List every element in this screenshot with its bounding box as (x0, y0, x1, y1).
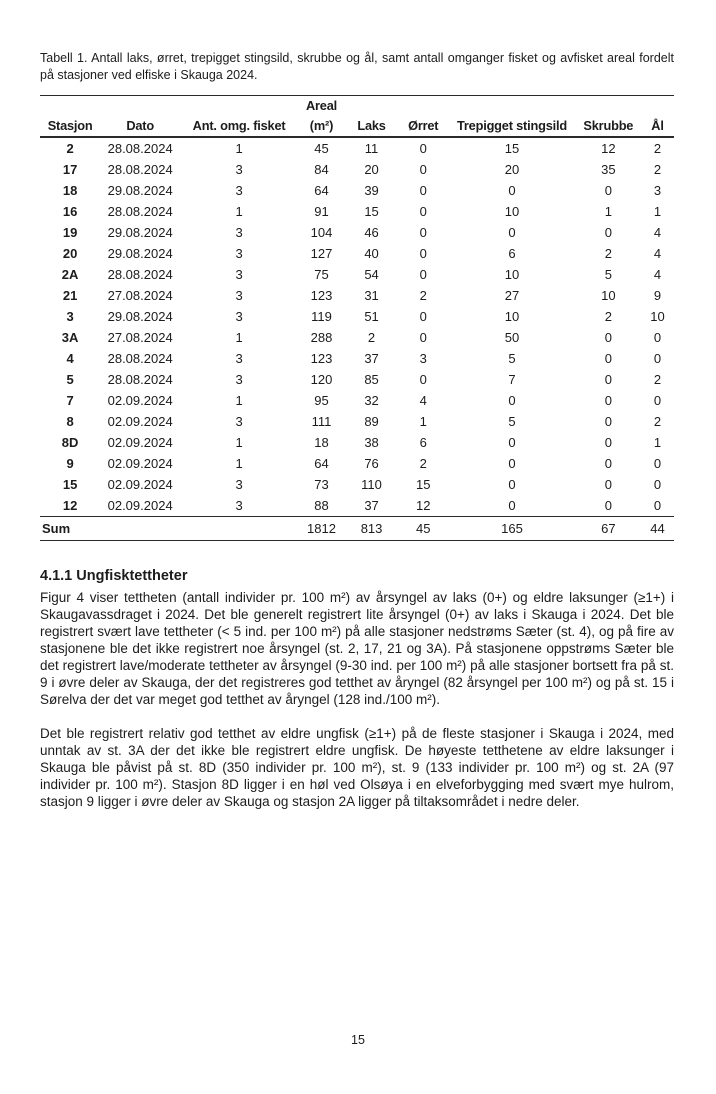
table-row (40, 201, 674, 222)
table-cell: 37 (364, 498, 379, 513)
table-cell: 9 (653, 288, 662, 303)
table-cell: 2 (419, 288, 427, 303)
table-cell: 2 (653, 372, 662, 387)
table-cell: 29.08.2024 (107, 309, 173, 324)
table-cell: 1 (235, 141, 243, 156)
table-cell: 15 (415, 477, 431, 492)
table-cell: 6 (508, 246, 516, 261)
table-cell: 0 (419, 309, 427, 324)
column-header: Ant. omg. fisket (180, 113, 298, 137)
table-cell: 3 (66, 309, 74, 324)
table-cell: 123 (310, 288, 333, 303)
table-cell: 5 (508, 414, 516, 429)
table-row (40, 369, 674, 390)
table-cell: 46 (364, 225, 379, 240)
table-cell: 28.08.2024 (107, 267, 173, 282)
table-cell: 1 (235, 456, 243, 471)
table-cell: 32 (364, 393, 379, 408)
table-cell: 17 (62, 162, 78, 177)
table-row (40, 306, 674, 327)
table-cell: 27 (504, 288, 520, 303)
table-cell: 18 (62, 183, 78, 198)
table-cell: 12 (62, 498, 78, 513)
table-cell: 15 (504, 141, 520, 156)
table-cell: 0 (419, 246, 427, 261)
table-cell: 5 (66, 372, 74, 387)
table-cell: 0 (419, 372, 427, 387)
table-cell: 35 (601, 162, 616, 177)
table-cell: 02.09.2024 (107, 435, 173, 450)
table-cell: 0 (508, 393, 516, 408)
table-cell: 7 (66, 393, 74, 408)
table-cell: 91 (314, 204, 329, 219)
header-spacer (641, 96, 674, 114)
table-cell: 27.08.2024 (107, 288, 173, 303)
table-cell: 76 (364, 456, 379, 471)
table-cell: 2 (653, 141, 662, 156)
table-row (40, 453, 674, 474)
table-cell: 0 (604, 372, 612, 387)
table-cell: 2 (367, 330, 376, 345)
table-cell: 27.08.2024 (107, 330, 173, 345)
table-cell: 5 (508, 351, 516, 366)
sum-label: Sum (40, 517, 100, 541)
table-cell: 4 (653, 225, 662, 240)
table-cell: 1 (653, 204, 662, 219)
table-cell: 85 (364, 372, 379, 387)
table-cell: 73 (314, 477, 329, 492)
areal-group-row (40, 96, 674, 114)
table-cell: 3A (61, 330, 79, 345)
table-cell: 15 (62, 477, 78, 492)
table-cell: 0 (653, 477, 662, 492)
table-cell: 10 (504, 267, 520, 282)
table-cell: 12 (415, 498, 431, 513)
table-cell: 0 (604, 498, 612, 513)
table-cell: 4 (419, 393, 427, 408)
table-cell: 0 (508, 435, 516, 450)
table-cell: 0 (604, 225, 612, 240)
table-row (40, 348, 674, 369)
table-cell: 119 (311, 309, 332, 324)
table-cell: 0 (604, 330, 612, 345)
table-cell: 20 (62, 246, 78, 261)
table-cell: 0 (604, 183, 612, 198)
header-spacer (180, 96, 298, 114)
table-cell: 4 (653, 267, 662, 282)
table-cell: 5 (604, 267, 612, 282)
table-row (40, 495, 674, 517)
table-cell: 10 (504, 204, 520, 219)
section-paragraph-1: Figur 4 viser tettheten (antall individer pr. 100 m²) av årsyngel av laks (0+) og eldre laksunger (≥1+) i Skaugavassdraget i 2024. Det ble generelt registrert lite årsyngel (0+) av laks i Skauga i 2024. Det ble registrert svært lave tettheter (< 5 ind. per 100 m²) på alle stasjoner nedstrøms Sæter (st. 4), og på fire av stasjonene ble det ikke registrert noe årsyngel (st. 2, 17, 21 og 3A). På stasjonene oppstrøms Sæter ble det registrert lave/moderate tettheter av årsyngel (9-30 ind. per 100 m²) på alle stasjoner bortsett fra på st. 9 i øvre deler av Skauga, der det registreres god tetthet av åryngel (82 årsyngel per 100 m²) og på st. 15 i Sørelva der det var meget god tetthet av åryngel (128 ind./100 m²). (40, 590, 674, 707)
table-cell: 3 (235, 372, 243, 387)
table-header (40, 96, 674, 138)
table-cell: 02.09.2024 (107, 498, 173, 513)
table-cell: 29.08.2024 (107, 225, 173, 240)
table-cell: 28.08.2024 (107, 162, 173, 177)
table-cell: 64 (314, 456, 329, 471)
table-cell: 10 (504, 309, 520, 324)
section-paragraph-2: Det ble registrert relativ god tetthet av eldre ungfisk (≥1+) på de fleste stasjoner i Skauga i 2024, med unntak av st. 3A der det ikke ble registrert eldre ungfisk. De høyeste tetthetene av eldre laksunger i Skauga ble påvist på st. 8D (350 individer pr. 100 m²), st. 9 (133 individer pr. 100 m²) og st. 2A (97 individer pr. 100 m²). Stasjon 8D ligger i en høl ved Olsøya i en elveforbygging med svært mye hulrom, stasjon 9 ligger i øvre deler av Skauga og stasjon 2A ligger på tiltaksområdet i nedre deler. (40, 726, 674, 809)
table-cell: 288 (310, 330, 333, 345)
table-cell: 10 (650, 309, 665, 324)
table-cell: 02.09.2024 (107, 393, 173, 408)
table-cell: 18 (314, 435, 329, 450)
table-cell: 28.08.2024 (107, 372, 173, 387)
table-row (40, 159, 674, 180)
areal-group-header: Areal (298, 96, 345, 114)
sum-cell: 45 (398, 517, 448, 541)
table-cell: 7 (508, 372, 516, 387)
table-cell: 11 (364, 141, 379, 156)
table-cell: 02.09.2024 (107, 477, 173, 492)
table-cell: 127 (310, 246, 333, 261)
table-cell: 3 (235, 267, 243, 282)
table-cell: 0 (604, 351, 612, 366)
table-cell: 1 (653, 435, 662, 450)
table-cell: 3 (653, 183, 662, 198)
table-cell: 0 (508, 456, 516, 471)
column-header: Ørret (398, 113, 448, 137)
table-cell: 20 (504, 162, 520, 177)
table-cell: 50 (504, 330, 520, 345)
fish-count-table (40, 95, 674, 541)
table-cell: 2 (66, 141, 74, 156)
table-cell: 28.08.2024 (107, 141, 173, 156)
table-cell: 64 (314, 183, 329, 198)
sum-cell: 813 (345, 517, 398, 541)
table-cell: 1 (235, 204, 243, 219)
table-cell: 0 (508, 498, 516, 513)
section-heading: 4.1.1 Ungfisktettheter (40, 568, 188, 584)
table-cell: 37 (364, 351, 379, 366)
table-cell: 111 (311, 414, 332, 429)
sum-cell (180, 517, 298, 541)
table-cell: 88 (314, 498, 329, 513)
table-cell: 54 (364, 267, 379, 282)
table-cell: 10 (601, 288, 616, 303)
sum-cell (100, 517, 180, 541)
table-cell: 0 (419, 204, 427, 219)
table-cell: 21 (62, 288, 78, 303)
table-cell: 0 (604, 435, 612, 450)
table-cell: 89 (364, 414, 379, 429)
table-row (40, 264, 674, 285)
table-cell: 9 (66, 456, 74, 471)
sum-cell: 67 (576, 517, 641, 541)
table-cell: 45 (314, 141, 329, 156)
table-cell: 0 (419, 267, 427, 282)
table-cell: 40 (364, 246, 379, 261)
table-cell: 0 (419, 183, 427, 198)
table-row (40, 137, 674, 159)
table-cell: 0 (419, 225, 427, 240)
column-header-row (40, 113, 674, 137)
table-cell: 2 (604, 246, 612, 261)
table-cell: 0 (604, 477, 612, 492)
table-cell: 3 (235, 414, 243, 429)
table-cell: 29.08.2024 (107, 246, 173, 261)
table-cell: 02.09.2024 (107, 456, 173, 471)
table-cell: 2 (653, 162, 662, 177)
table-cell: 19 (62, 225, 78, 240)
table-cell: 1 (419, 414, 427, 429)
header-spacer (448, 96, 575, 114)
table-cell: 0 (419, 141, 427, 156)
table-cell: 38 (364, 435, 379, 450)
sum-cell: 165 (448, 517, 575, 541)
table-cell: 0 (653, 330, 662, 345)
table-cell: 3 (235, 183, 243, 198)
table-cell: 16 (62, 204, 78, 219)
table-cell: 3 (235, 288, 243, 303)
table-cell: 0 (653, 393, 662, 408)
table-cell: 0 (604, 456, 612, 471)
table-cell: 120 (310, 372, 333, 387)
table-cell: 15 (364, 204, 379, 219)
table-cell: 0 (604, 414, 612, 429)
table-cell: 39 (364, 183, 379, 198)
table-cell: 0 (419, 162, 427, 177)
table-cell: 20 (364, 162, 379, 177)
table-cell: 4 (66, 351, 74, 366)
table-row (40, 222, 674, 243)
table-caption: Tabell 1. Antall laks, ørret, trepigget stingsild, skrubbe og ål, samt antall omganger fisket og avfisket areal fordelt på stasjoner ved elfiske i Skauga 2024. (40, 51, 674, 82)
sum-cell: 44 (641, 517, 674, 541)
table-cell: 110 (361, 477, 382, 492)
table-cell: 28.08.2024 (107, 204, 173, 219)
table-cell: 2A (61, 267, 79, 282)
column-header: (m²) (298, 113, 345, 137)
table-row (40, 411, 674, 432)
column-header: Skrubbe (576, 113, 641, 137)
table-cell: 0 (653, 456, 662, 471)
table-cell: 0 (419, 330, 427, 345)
table-cell: 0 (508, 225, 516, 240)
table-cell: 123 (310, 351, 333, 366)
table-cell: 3 (419, 351, 427, 366)
table-row (40, 180, 674, 201)
column-header: Laks (345, 113, 398, 137)
table-cell: 0 (508, 183, 516, 198)
table-cell: 3 (235, 309, 243, 324)
table-cell: 75 (314, 267, 329, 282)
column-header: Dato (100, 113, 180, 137)
page-number: 15 (351, 1033, 365, 1047)
table-cell: 2 (604, 309, 612, 324)
header-spacer (576, 96, 641, 114)
table-cell: 3 (235, 351, 243, 366)
table-cell: 8 (66, 414, 74, 429)
column-header: Trepigget stingsild (448, 113, 575, 137)
table-row (40, 432, 674, 453)
table-row (40, 474, 674, 495)
table-cell: 1 (235, 330, 243, 345)
header-spacer (40, 96, 100, 114)
table-cell: 1 (604, 204, 612, 219)
table-cell: 0 (508, 477, 516, 492)
table-cell: 95 (314, 393, 329, 408)
table-cell: 3 (235, 225, 243, 240)
table-row (40, 285, 674, 306)
table-cell: 0 (653, 498, 662, 513)
table-cell: 84 (314, 162, 329, 177)
table-cell: 0 (604, 393, 612, 408)
sum-cell: 1812 (298, 517, 345, 541)
table-cell: 02.09.2024 (107, 414, 173, 429)
table-cell: 28.08.2024 (107, 351, 173, 366)
table-row (40, 390, 674, 411)
table-cell: 3 (235, 498, 243, 513)
table-cell: 2 (653, 414, 662, 429)
table-cell: 1 (235, 393, 243, 408)
table-cell: 104 (310, 225, 333, 240)
table-row (40, 243, 674, 264)
table-cell: 31 (364, 288, 379, 303)
header-spacer (345, 96, 398, 114)
table-cell: 51 (364, 309, 379, 324)
header-spacer (398, 96, 448, 114)
table-cell: 1 (235, 435, 243, 450)
table-cell: 2 (419, 456, 427, 471)
table-cell: 29.08.2024 (107, 183, 173, 198)
table-cell: 0 (653, 351, 662, 366)
column-header: Stasjon (40, 113, 100, 137)
table-cell: 3 (235, 162, 243, 177)
sum-row (40, 517, 674, 541)
table-cell: 6 (419, 435, 427, 450)
table-cell: 3 (235, 477, 243, 492)
table-row (40, 327, 674, 348)
column-header: Ål (641, 113, 674, 137)
header-spacer (100, 96, 180, 114)
table-cell: 3 (235, 246, 243, 261)
table-cell: 4 (653, 246, 662, 261)
table-cell: 8D (61, 435, 79, 450)
table-cell: 12 (601, 141, 616, 156)
